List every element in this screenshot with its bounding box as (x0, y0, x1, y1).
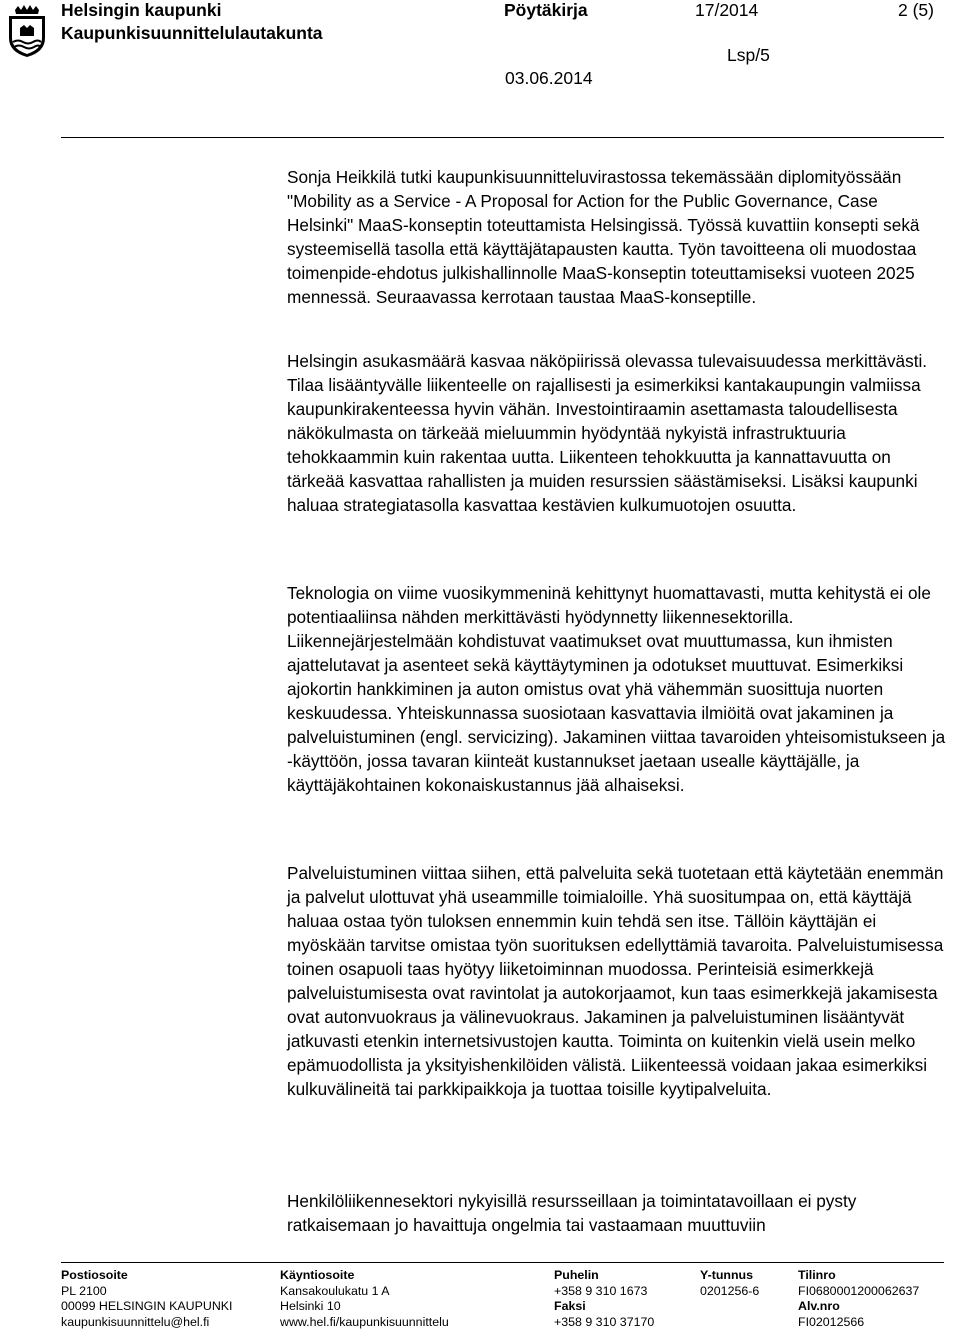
email-link[interactable]: kaupunkisuunnittelu@hel.fi (61, 1314, 210, 1329)
phone-heading: Puhelin (554, 1268, 599, 1282)
footer-account (798, 1268, 919, 1330)
account-number: FI0680001200062637 (798, 1283, 920, 1298)
website-link[interactable]: www.hel.fi/kaupunkisuunnittelu (280, 1314, 449, 1329)
paragraph-3: Teknologia on viime vuosikymmeninä kehittynyt huomattavasti, mutta kehitystä ei ole potentiaaliinsa nähden merkittävästi hyödynnetty liikennesektorilla. Liikennejärjestelmään kohdistuvat vaatimukset ovat muuttumassa, kun ihmisten ajattelutavat ja asenteet sekä käyttäytyminen ja odotukset muuttuvat. Esimerkiksi ajokortin hankkiminen ja auton omistus ovat yhä vähemmän suosittuja nuorten keskuudessa. Yhteiskunnassa suosiotaan kasvattavia ilmiöitä ovat jakaminen ja palveluistuminen (engl. servicizing). Jakaminen viittaa tavaroiden yhteisomistukseen ja -käyttöön, jossa tavaran kiinteät kustannukset jaetaan usealle käyttäjälle, ja käyttäjäkohtainen kokonaiskustannus jää alhaiseksi. (287, 583, 946, 795)
document-type: Pöytäkirja (504, 0, 588, 20)
footer-business-id (700, 1268, 759, 1299)
body-text-5 (287, 1189, 947, 1237)
postal-city: 00099 HELSINGIN KAUPUNKI (61, 1299, 233, 1313)
paragraph-4: Palveluistuminen viittaa siihen, että palveluita sekä tuotetaan että käytetään enemmän ja palvelut ulottuvat yhä useammille toimialoille. Yhä suositumpaa on, että käyttäjä haluaa ostaa työn tuloksen ennemmin kuin tehdä sen itse. Tällöin käyttäjän ei myöskään tarvitse omistaa työn suorituksen edellyttämiä tavaroita. Palveluistumisessa toinen osapuoli taas hyötyy liiketoiminnan muodossa. Perinteisiä esimerkkejä palveluistumisesta ovat ravintolat ja autokorjaamot, kun taas esimerkkejä jakamisesta ovat autonvuokraus ja välinevuokraus. Jakaminen ja palveluistuminen lisääntyvät jatkuvasti etenkin internetsivustojen kautta. Toiminta on kuitenkin vielä usein melko epämuodollista ja yksityishenkilöiden välistä. Liikenteessä voidaan jakaa esimerkiksi kulkuvälineitä tai parkkipaikkoja ja tuottaa toisille kyytipalveluita. (287, 863, 944, 1099)
visit-city: Helsinki 10 (280, 1299, 341, 1313)
business-id-value: 0201256-6 (700, 1283, 760, 1298)
postal-box: PL 2100 (61, 1283, 107, 1298)
meeting-date: 03.06.2014 (505, 68, 593, 88)
body-text-3 (287, 581, 947, 797)
body-text-4 (287, 861, 947, 1101)
postal-heading: Postiosoite (61, 1268, 128, 1282)
fax-heading: Faksi (554, 1299, 586, 1313)
body-text-2 (287, 349, 947, 517)
page-number: 2 (5) (898, 0, 934, 20)
visit-street: Kansakoulukatu 1 A (280, 1283, 390, 1298)
footer-divider (61, 1262, 944, 1263)
body-text (287, 165, 947, 309)
helsinki-coat-of-arms-icon (6, 4, 48, 58)
business-id-heading: Y-tunnus (700, 1268, 753, 1282)
paragraph-2: Helsingin asukasmäärä kasvaa näköpiirissä olevassa tulevaisuudessa merkittävästi. Tilaa lisääntyvälle liikenteelle on rajallisesti ja esimerkiksi kantakaupungin valmiissa kaupunkirakenteessa hyvin vähän. Investointiraamin asettamasta taloudellisesta näkökulmasta on tärkeää mieluummin hyödyntää nykyistä infrastruktuuria tehokkaammin kuin rakentaa uutta. Liikenteen tehokkuutta ja kannattavuutta on tärkeää kasvattaa rahallisten ja muiden resurssien säästämiseksi. Lisäksi kaupunki haluaa strategiatasolla kasvattaa kestävien kulkumuotojen osuutta. (287, 351, 928, 515)
vat-number: FI02012566 (798, 1314, 865, 1329)
footer-postal-address (61, 1268, 232, 1330)
fax-number: +358 9 310 37170 (554, 1314, 655, 1329)
paragraph-5: Henkilöliikennesektori nykyisillä resursseillaan ja toimintatavoillaan ei pysty ratkaisemaan jo havaittuja ongelmia tai vastaamaan muuttuviin (287, 1191, 857, 1235)
account-heading: Tilinro (798, 1268, 836, 1282)
footer-phone (554, 1268, 654, 1330)
city-name: Helsingin kaupunki (61, 0, 222, 20)
visit-heading: Käyntiosoite (280, 1268, 355, 1282)
vat-heading: Alv.nro (798, 1299, 840, 1313)
phone-number: +358 9 310 1673 (554, 1283, 648, 1298)
document-number: 17/2014 (695, 0, 759, 20)
board-name: Kaupunkisuunnittelulautakunta (61, 23, 323, 43)
section-number: Lsp/5 (727, 45, 770, 65)
header-divider (61, 137, 944, 138)
paragraph-1: Sonja Heikkilä tutki kaupunkisuunnitteluvirastossa tekemässään diplomityössään "Mobility as a Service - A Proposal for Action for the Public Governance, Case Helsinki" MaaS-konseptin toteuttamista Helsingissä. Työssä kuvattiin konsepti sekä systeemisellä tasolla että käyttäjätapausten kautta. Työn tavoitteena oli muodostaa toimenpide-ehdotus julkishallinnolle MaaS-konseptin toteuttamiseksi vuoteen 2025 mennessä. Seuraavassa kerrotaan taustaa MaaS-konseptille. (287, 167, 920, 307)
footer-visit-address (280, 1268, 449, 1330)
